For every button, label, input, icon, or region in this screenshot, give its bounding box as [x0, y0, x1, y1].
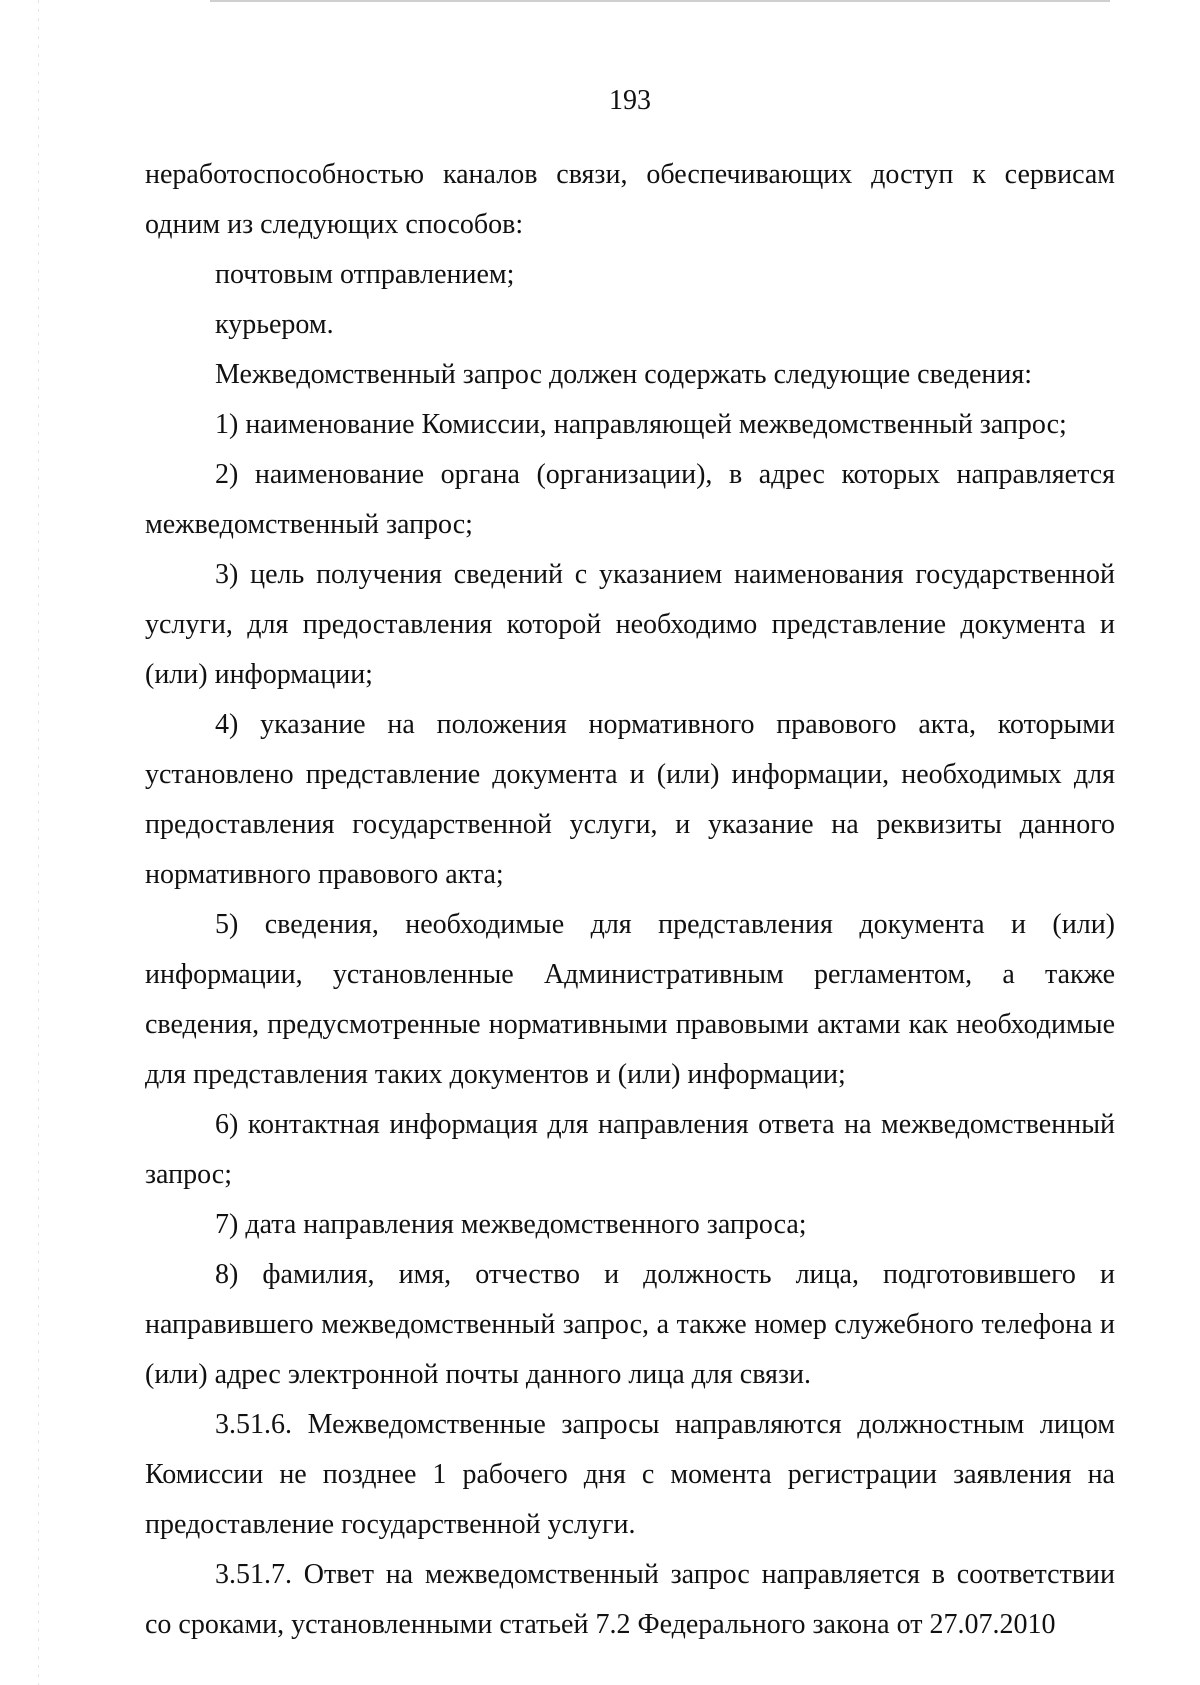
section-paragraph: 3.51.6. Межведомственные запросы направляются должностным лицом Комиссии не позднее 1 рабочего дня с момента регистрации заявления на предоставление государственной услуги. [145, 1409, 1115, 1540]
paragraph: курьером. [215, 309, 334, 340]
list-item: 8) фамилия, имя, отчество и должность лица, подготовившего и направившего межведомственный запрос, а также номер служебного телефона и (или) адрес электронной почты данного лица для связи. [145, 1259, 1115, 1390]
paragraph: Межведомственный запрос должен содержать следующие сведения: [215, 359, 1033, 390]
list-item: 5) сведения, необходимые для представления документа и (или) информации, установленные Административным регламентом, а также сведения, предусмотренные нормативными правовыми актами как необходимые для представления таких документов и (или) информации; [145, 909, 1115, 1090]
section-paragraph: 3.51.7. Ответ на межведомственный запрос направляется в соответствии со сроками, установленными статьей 7.2 Федерального закона от 27.07.2010 [145, 1559, 1115, 1640]
paragraph: почтовым отправлением; [215, 259, 515, 290]
scan-top-edge [210, 0, 1110, 2]
scan-left-edge [38, 0, 39, 1685]
paragraph: неработоспособностью каналов связи, обеспечивающих доступ к сервисам одним из следующих способов: [145, 159, 1115, 240]
list-item: 3) цель получения сведений с указанием наименования государственной услуги, для предоставления которой необходимо представление документа и (или) информации; [145, 559, 1115, 690]
list-item: 7) дата направления межведомственного запроса; [215, 1209, 807, 1240]
body-text [145, 150, 1115, 1650]
list-item: 4) указание на положения нормативного правового акта, которыми установлено представление документа и (или) информации, необходимых для предоставления государственной услуги, и указание на реквизиты данного нормативного правового акта; [145, 709, 1115, 890]
list-item: 2) наименование органа (организации), в адрес которых направляется межведомственный запрос; [145, 459, 1115, 540]
page-number: 193 [609, 85, 651, 116]
list-item: 1) наименование Комиссии, направляющей межведомственный запрос; [215, 409, 1067, 440]
list-item: 6) контактная информация для направления ответа на межведомственный запрос; [145, 1109, 1115, 1190]
